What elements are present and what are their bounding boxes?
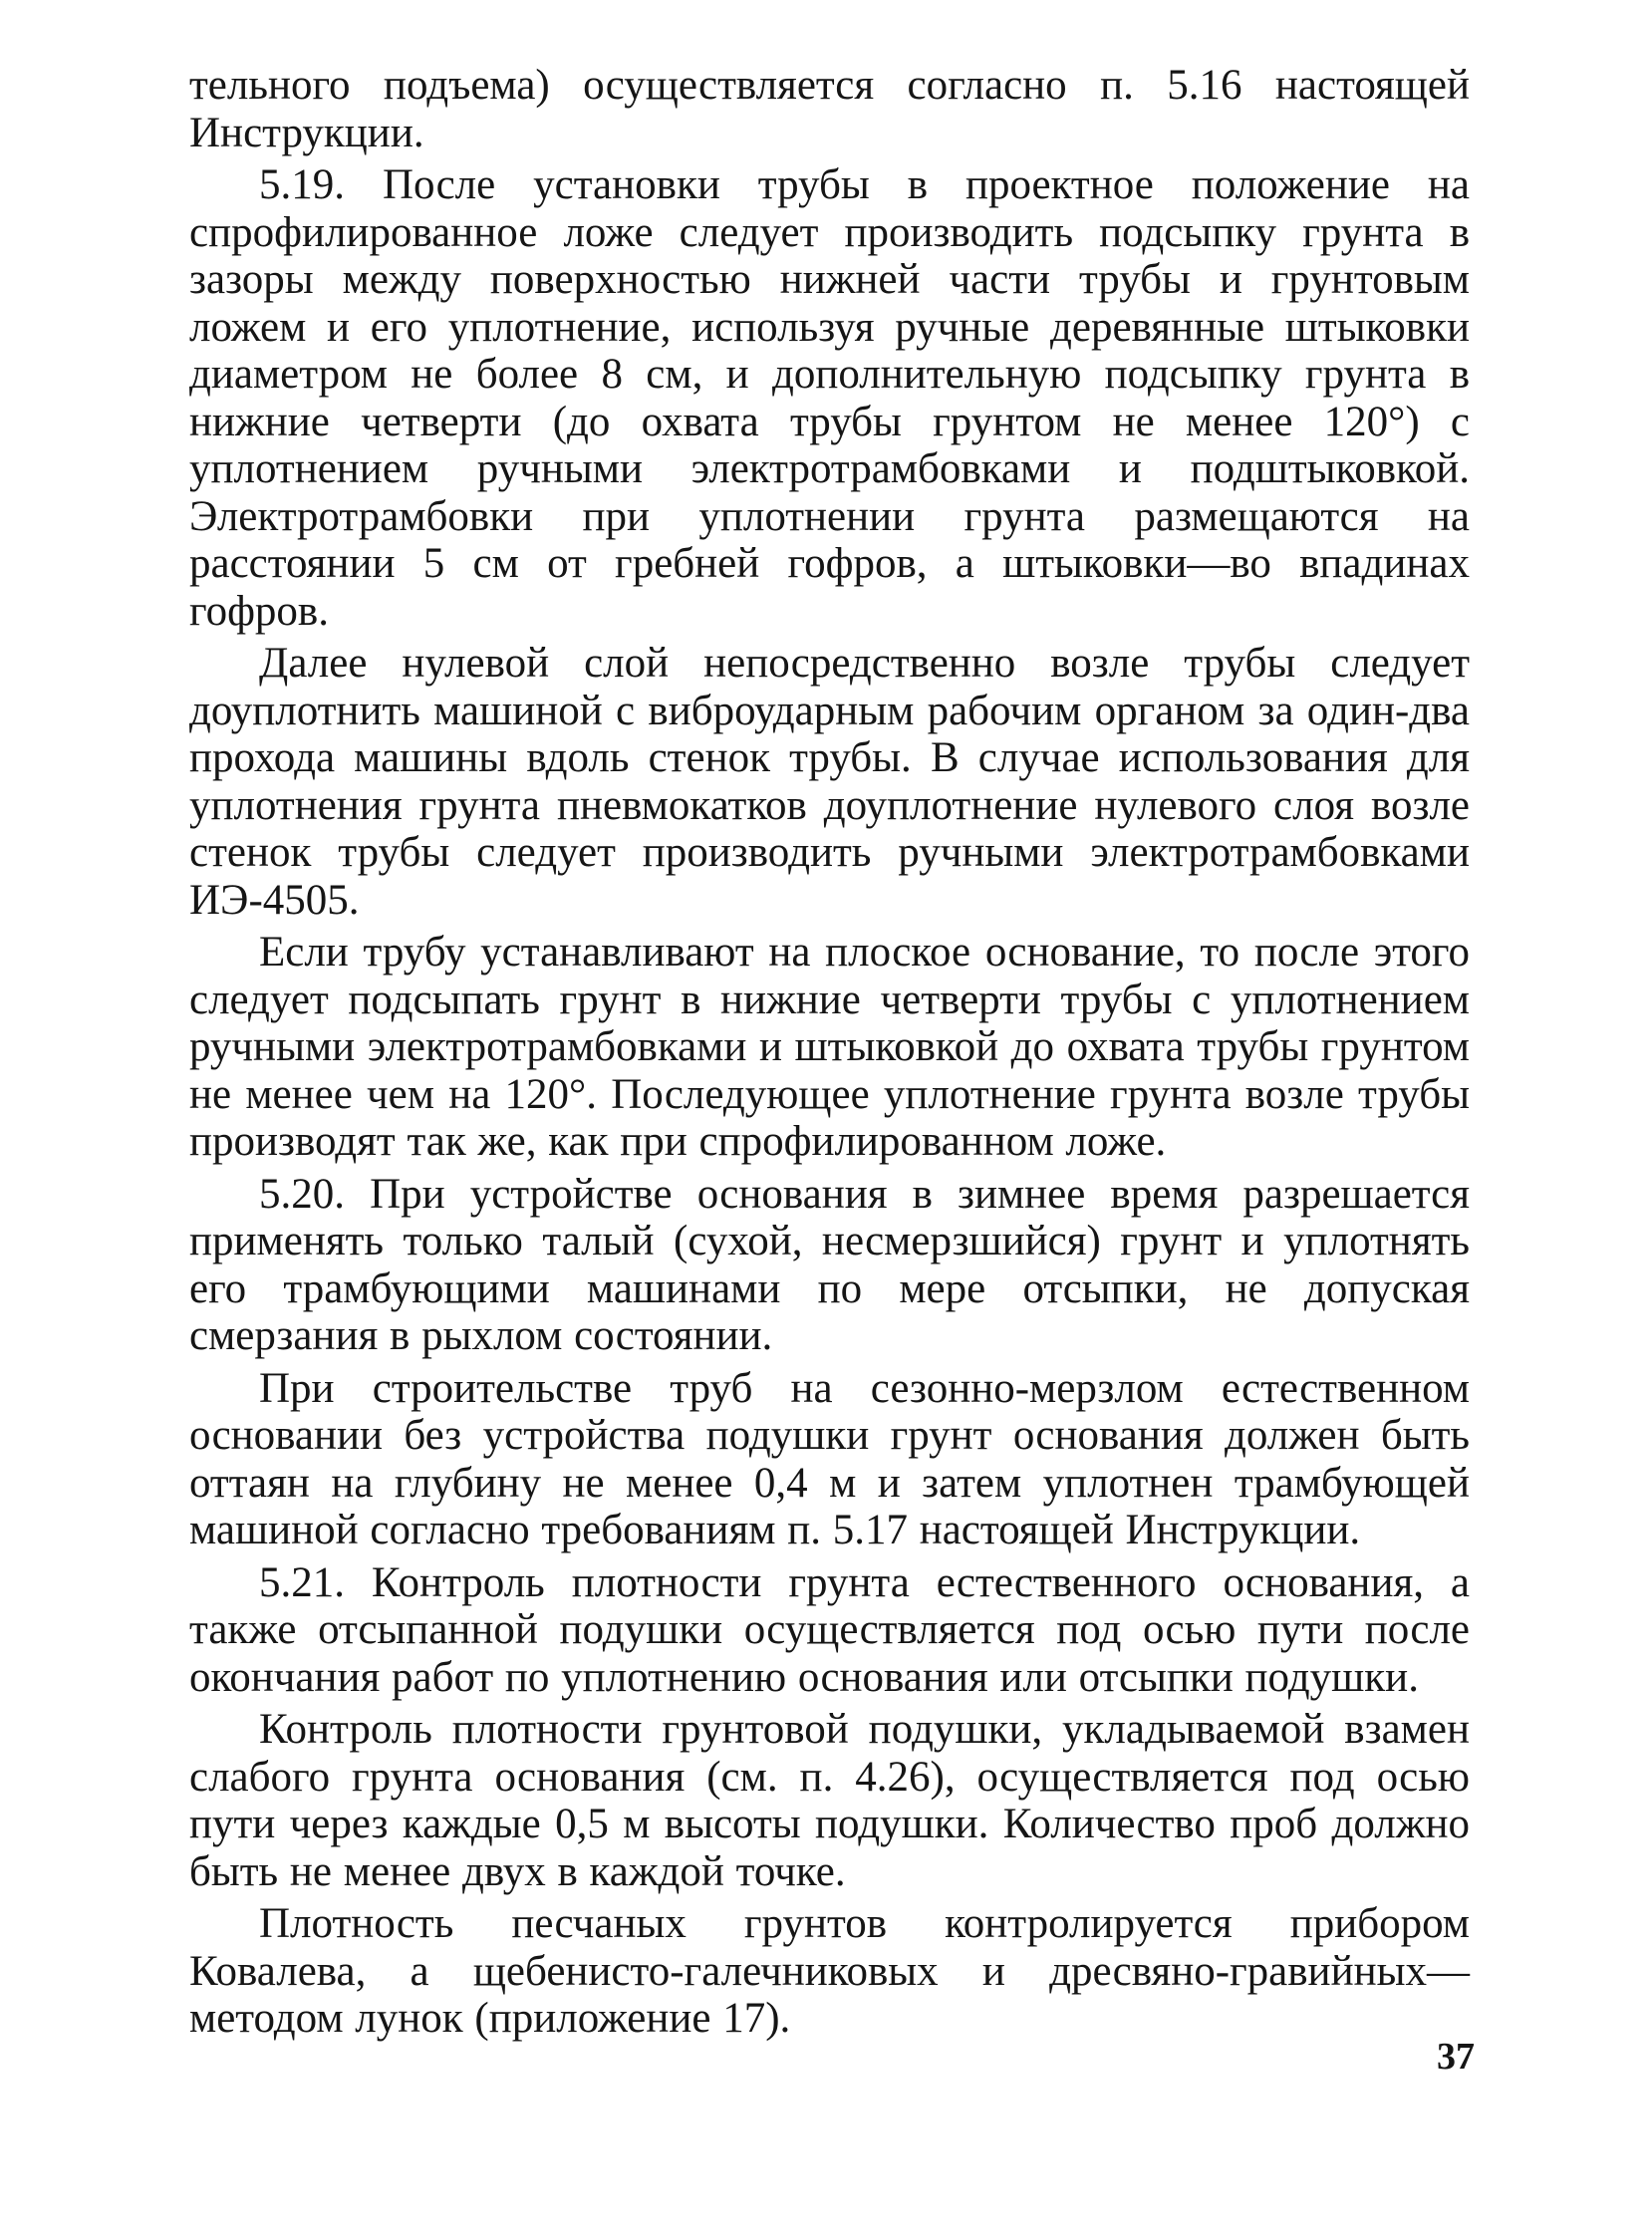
page-number: 37 bbox=[1437, 2036, 1475, 2078]
paragraph-continuation: тельного подъема) осуществляется согласно п. 5.16 настоящей Инструкции. bbox=[189, 62, 1470, 156]
paragraph-frozen-base: При строительстве труб на сезонно-мерзлом естественном основании без устройства подушки грунт основания должен быть оттаян на глубину не менее 0,4 м и затем уплотнен трамбующей машиной согласно требованиям п. 5.17 настоящей Инструкции. bbox=[189, 1364, 1470, 1553]
paragraph-flat-base: Если трубу устанавливают на плоское основание, то после этого следует подсыпать грунт в нижние четверти трубы с уплотнением ручными электротрамбовками и штыковкой до охвата трубы грунтом не менее чем на 120°. Последующее уплотнение грунта возле трубы производят так же, как при спрофилированном ложе. bbox=[189, 929, 1470, 1165]
paragraph-cushion-control: Контроль плотности грунтовой подушки, укладываемой взамен слабого грунта основания (см. п. 4.26), осуществляется под осью пути через каждые 0,5 м высоты подушки. Количество проб должно быть не менее двух в каждой точке. bbox=[189, 1706, 1470, 1895]
paragraph-5-21: 5.21. Контроль плотности грунта естественного основания, а также отсыпанной подушки осуществляется под осью пути после окончания работ по уплотнению основания или отсыпки подушки. bbox=[189, 1558, 1470, 1701]
paragraph-sand-density: Плотность песчаных грунтов контролируется прибором Ковалева, а щебенисто-галечниковых и дресвяно-гравийных—методом лунок (приложение 17). bbox=[189, 1900, 1470, 2042]
paragraph-5-20: 5.20. При устройстве основания в зимнее время разрешается применять только талый (сухой, несмерзшийся) грунт и уплотнять его трамбующими машинами по мере отсыпки, не допуская смерзания в рыхлом состоянии. bbox=[189, 1170, 1470, 1359]
paragraph-5-19: 5.19. После установки трубы в проектное положение на спрофилированное ложе следует производить подсыпку грунта в зазоры между поверхностью нижней части трубы и грунтовым ложем и его уплотнение, используя ручные деревянные штыковки диаметром не более 8 см, и дополнительную подсыпку грунта в нижние четверти (до охвата трубы грунтом не менее 120°) с уплотнением ручными электротрамбовками и подштыковкой. Электротрамбовки при уплотнении грунта размещаются на расстоянии 5 см от гребней гофров, а штыковки—во впадинах гофров. bbox=[189, 161, 1470, 635]
paragraph-zero-layer: Далее нулевой слой непосредственно возле трубы следует доуплотнить машиной с виброударным рабочим органом за один-два прохода машины вдоль стенок трубы. В случае использования для уплотнения грунта пневмокатков доуплотнение нулевого слоя возле стенок трубы следует производить ручными электротрамбовками ИЭ-4505. bbox=[189, 640, 1470, 924]
page-body bbox=[189, 62, 1470, 2048]
